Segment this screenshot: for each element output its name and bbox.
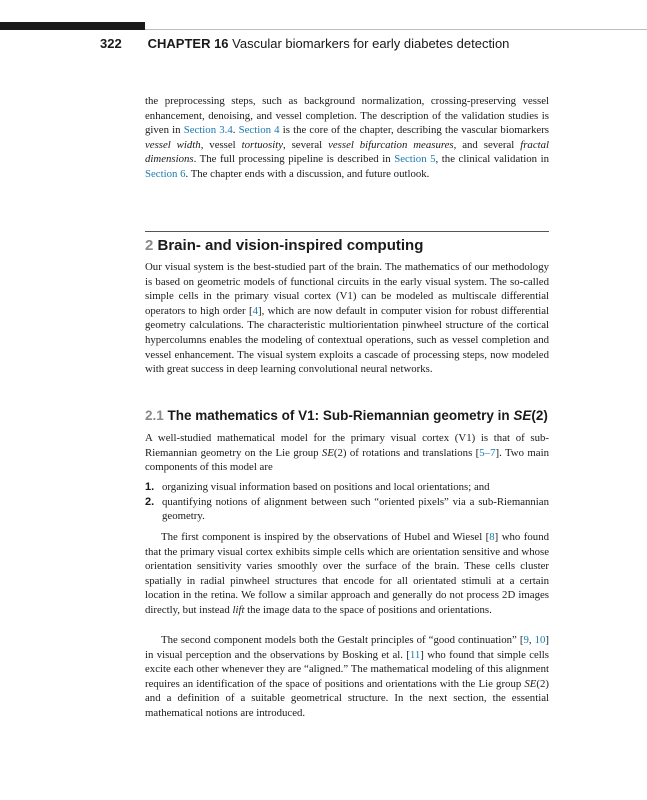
citation-11[interactable]: 11 [409, 648, 421, 661]
running-header [100, 36, 509, 51]
section-number: 2 [145, 237, 154, 254]
subsection-title: The mathematics of V1: Sub-Riemannian geometry in SE(2) [167, 408, 548, 423]
list-marker: 1. [145, 481, 155, 493]
intro-paragraph: the preprocessing steps, such as background normalization, crossing-preserving vessel enhancement, denoising, and vessel completion. The description of the validation studies is given in Section 3.4. Section 4 is the core of the chapter, describing the vascular biomarkers vessel width, vessel tortuosity, several vessel bifurcation measures, and several fractal dimensions. The full processing pipeline is described in Section 5, the clinical validation in Section 6. The chapter ends with a discussion, and future outlook. [145, 95, 550, 180]
second-component-paragraph: The second component models both the Gestalt principles of “good continuation” [9, 10] in visual perception and the observations by Bosking et al. [11] who found that simple cells excite each other whenever they are “aligned.” The mathematical modeling of this alignment requires an identification of the space of positions and orientations with the Lie group SE(2) and a definition of a suitable geometrical structure. In the next section, the essential mathematical notions are introduced. [145, 634, 549, 719]
section-title: Brain- and vision-inspired computing [157, 237, 424, 254]
link-section-3-4[interactable]: Section 3.4 [183, 124, 233, 137]
link-section-4[interactable]: Section 4 [238, 124, 280, 137]
list-item-text: organizing visual information based on positions and local orientations; and [162, 481, 490, 493]
citation-5-7[interactable]: 5–7 [479, 446, 496, 459]
link-section-6[interactable]: Section 6 [145, 167, 186, 180]
section-rule [145, 231, 549, 232]
section-2-heading [145, 237, 423, 254]
page-top-bar [0, 0, 647, 30]
list-item [145, 495, 549, 524]
list-item [145, 480, 549, 495]
citation-8[interactable]: 8 [489, 531, 495, 543]
chapter-label: CHAPTER 16 [147, 36, 229, 51]
section-2-1-paragraph: A well-studied mathematical model for the primary visual cortex (V1) is that of sub-Riemannian geometry on the Lie group SE(2) of rotations and translations [5–7]. Two main components of this model are [145, 432, 549, 474]
section-2-1-heading [145, 408, 548, 423]
list-item-text: quantifying notions of alignment between such “oriented pixels” via a sub-Riemannian geometry. [162, 495, 549, 523]
subsection-number: 2.1 [145, 408, 164, 423]
chapter-title: Vascular biomarkers for early diabetes detection [232, 36, 510, 51]
numbered-list [145, 480, 549, 524]
list-marker: 2. [145, 495, 155, 508]
first-component-paragraph: The first component is inspired by the observations of Hubel and Wiesel [8] who found that the primary visual cortex exhibits simple cells which are orientation sensitive and whose orientation sensitivity varies smoothly over the surface of the brain. These cells cluster spatially in radial pinwheel structures that encode for all orientated stimuli at a certain location in the retina. We follow a similar approach and generally do not process 2D images directly, but instead lift the image data to the space of positions and orientations. [145, 531, 549, 616]
citation-9[interactable]: 9 [523, 634, 529, 646]
citation-10[interactable]: 10 [534, 634, 546, 646]
header-rule [145, 29, 647, 30]
header-black-bar [0, 22, 145, 30]
link-section-5[interactable]: Section 5 [394, 153, 436, 166]
page-number: 322 [100, 36, 122, 51]
section-2-paragraph: Our visual system is the best-studied part of the brain. The mathematics of our methodology is based on geometric models of functional circuits in the early visual system. The so-called simple cells in the primary visual cortex (V1) can be modeled as multiscale differential operators to high order [4], which are now default in computer vision for robust differential geometry calculations. The characteristic multiorientation pinwheel structure of the cortical hypercolumns enables the modeling of contextual operations, such as vessel completion and vessel enhancement. The visual system exploits a cascade of processing steps, now modeled with great success in deep learning convolutional neural networks. [145, 261, 550, 376]
citation-4[interactable]: 4 [252, 304, 259, 317]
